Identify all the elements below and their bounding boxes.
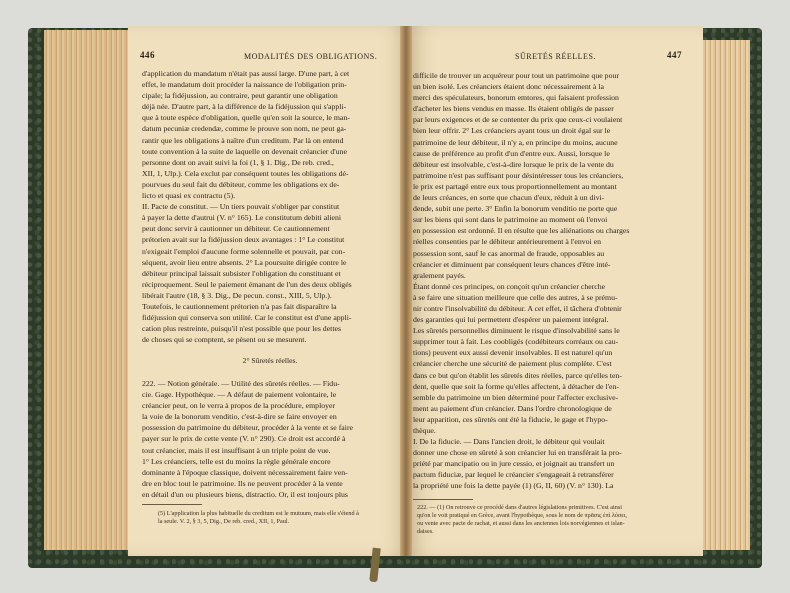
text-line: effet, le mandatum doit procéder la naissance de l'obligation prin- <box>142 80 347 90</box>
text-line: datum pecuniæ credendæ, comme le prouve son nom, ne peut ga- <box>142 124 347 134</box>
left-page <box>128 26 412 556</box>
text-line: daises. <box>417 528 434 535</box>
text-line: leur apparition, ces sûretés ont été la fiducie, le gage et l'hypo- <box>413 414 608 424</box>
right-body <box>413 70 695 492</box>
text-line: des garanties qui lui permettent d'espérer un paiement intégral. <box>413 315 609 325</box>
right-footnotes <box>417 504 697 536</box>
left-page-block <box>44 30 136 550</box>
text-line: peut donc servir à cautionner un débiteur. Ce cautionnement <box>142 224 330 234</box>
text-line: semble du patrimoine un bien déterminé pour l'affecter exclusive- <box>413 392 619 402</box>
footnote-rule <box>413 499 473 500</box>
text-line: payer sur le prix de cette vente (V. n° 290). Ce droit est accordé à <box>142 434 346 444</box>
text-line: possession du patrimoine du débiteur, procéder à la vente et se faire <box>142 423 353 433</box>
text-line: Étant donné ces principes, on conçoit qu'un créancier cherche <box>413 281 606 291</box>
text-line: dende, subit une perte. 3° Enfin la bonorum venditio ne porte que <box>413 204 618 214</box>
text-line: nir contre l'insolvabilité du débiteur. A cet effet, il tâchera d'obtenir <box>413 303 622 313</box>
text-line: rantir que les obligations à naître d'un creditum. Par là on entend <box>142 135 344 145</box>
text-line: dre en bloc tout le patrimoine. Ils ne peuvent procéder à la vente <box>142 478 343 488</box>
text-line: d'application du mandatum n'était pas aussi large. D'une part, à cet <box>142 69 350 78</box>
text-line: 222. — Notion générale. — Utilité des sûretés réelles. — Fidu- <box>142 379 340 388</box>
text-line: la voie de la bonorum venditio, c'est-à-dire se faire envoyer en <box>142 412 337 422</box>
text-line: (5) L'application la plus habituelle du creditum est le mutuum, mais elle s'étend à <box>158 510 359 517</box>
text-line: cipale; la fidéjussion, au contraire, peut garantir une obligation <box>142 91 338 101</box>
right-page-block <box>698 40 750 550</box>
text-line: réciproquement. Seul le paiement émanant de l'un des deux obligés <box>142 279 352 289</box>
left-body-bottom <box>142 378 412 500</box>
text-line: merci des spéculateurs, bonorum emtores, qui faisaient profession <box>413 93 619 103</box>
text-line: XII, 1, Ulp.). Cela exclut par conséquent toutes les obligations dé- <box>142 168 349 178</box>
text-line: qu'on le voit pratiqué en Grèce, avant l'hypothèque, sous le nom de πρᾶσις ἐπὶ λύσει, <box>417 512 628 519</box>
text-line: cie. Gage. Hypothèque. — A défaut de paiement volontaire, le <box>142 390 337 400</box>
text-line: I. De la fiducie. — Dans l'ancien droit, le débiteur qui voulait <box>413 437 605 447</box>
text-line: difficile de trouver un acquéreur pour tout un patrimoine que pour <box>413 71 619 80</box>
left-page-number: 446 <box>140 50 155 60</box>
text-line: cation plus restreinte, puisqu'il n'est possible que pour les dettes <box>142 324 341 334</box>
text-line: possession sont, sauf le cas anormal de fraude, opposables au <box>413 248 605 258</box>
text-line: toute convention à la suite de laquelle on devenait créancier d'une <box>142 146 347 156</box>
text-line: ment au paiement d'un créancier. Dans l'ordre chronologique de <box>413 403 612 413</box>
text-line: pourvues du seul fait du débiteur, comme les obligations ex de- <box>142 179 340 189</box>
text-line: n'exigeait l'emploi d'aucune forme solennelle et pouvait, par con- <box>142 246 346 256</box>
text-line: de choses qui se comptent, se pèsent ou se mesurent. <box>142 335 307 345</box>
section-title: 2° Sûretés réelles. <box>242 356 298 365</box>
text-line: gralement payés. <box>413 270 466 280</box>
text-line: bien leur offrir. 2° Les créanciers ayant tous un droit égal sur le <box>413 126 611 136</box>
right-page <box>405 26 703 556</box>
text-line: Les sûretés personnelles diminuent le risque d'insolvabilité sans le <box>413 326 620 336</box>
text-line: licto et quasi ex contractu (5). <box>142 191 236 201</box>
right-running-head: SÛRETÉS RÉELLES. <box>515 52 596 61</box>
text-line: réelles consenties par le débiteur antérieurement à l'envoi en <box>413 237 602 247</box>
text-line: prétorien avait sur la fidéjussion deux avantages : 1° Le constitut <box>142 235 345 245</box>
text-line: créancier cherche une sécurité de paiement plus complète. C'est <box>413 359 612 369</box>
text-line: tout créancier, mais il est insuffisant à un triple point de vue. <box>142 445 331 455</box>
text-line: 1° Les créanciers, telle est du moins la règle générale encore <box>142 456 331 466</box>
text-line: fidéjussion qui conserva son utilité. Car le constitut est d'une appli- <box>142 313 352 323</box>
text-line: débiteur principal laissait subsister l'obligation du constituant et <box>142 268 341 278</box>
text-line: pactum fiduciæ, par lequel le créancier s'engageait à retransférer <box>413 470 614 480</box>
text-line: le prix est partagé entre eux tous proportionnellement au montant <box>413 181 617 191</box>
text-line: patrimoine n'est pas suffisant pour désintéresser tous les créanciers, <box>413 170 624 180</box>
book-gutter <box>400 26 412 556</box>
text-line: cause de préférence au profit d'un d'entre eux. Aussi, lorsque le <box>413 148 610 158</box>
text-line: à payer la dette d'autrui (V. n° 165). Le constitutum debiti alieni <box>142 213 342 223</box>
text-line: la seule. V. 2, § 3, 5, Dig., De reb. cred., XII, 1, Paul. <box>158 518 290 525</box>
text-line: dans ce but qu'on établit les sûretés dites réelles, parce qu'elles ten- <box>413 370 622 380</box>
text-line: en détail d'un ou plusieurs biens, distractio. Or, il est toujours plus <box>142 489 348 499</box>
text-line: créancier et diminuent par conséquent leurs chances d'être inté- <box>413 259 611 269</box>
text-line: à se faire une situation meilleure que celle des autres, à se prému- <box>413 292 618 302</box>
text-line: séquent, avoir lieu entre absents. 2° La poursuite dirigée contre le <box>142 257 347 267</box>
text-line: débiteur est insolvable, c'est-à-dire lorsque le prix de la vente du <box>413 159 614 169</box>
text-line: libérait l'autre (18, § 3. Dig., De pecun. const., XIII, 5, Ulp.). <box>142 290 332 300</box>
text-line: créancier peut, on le verra à propos de la procédure, employer <box>142 401 336 411</box>
text-line: Toutefois, le cautionnement prétorien n'a pas fait disparaître la <box>142 301 337 311</box>
text-line: de leurs créances, en sorte que chacun d'eux, réduit à un divi- <box>413 193 605 203</box>
text-line: tions) peuvent eux aussi devenir insolvables. Il est naturel qu'un <box>413 348 613 358</box>
text-line: donner une chose en sûreté à son créancier lui en transférait la pro- <box>413 448 622 458</box>
text-line: en possession est ordonné. Il en résulte que les aliénations ou charges <box>413 226 630 236</box>
text-line: un bien isolé. Les créanciers étaient donc nécessairement à la <box>413 82 604 92</box>
text-line: personne dont on avait suivi la foi (1, § 1. Dig., De reb. cred., <box>142 157 334 167</box>
text-line: 222. — (1) On retrouve ce procédé dans d'autres législations primitives. C'est ainsi <box>417 504 622 511</box>
text-line: la propriété une fois la dette payée (1) (G, II, 60) (V. n° 130). La <box>413 481 614 491</box>
text-line: dent, quelle que soit la forme qu'elles affectent, à détacher de l'en- <box>413 381 619 391</box>
left-footnotes <box>158 510 408 526</box>
text-line: que à toute espèce d'obligation, quelle qu'en soit la source, le man- <box>142 113 350 123</box>
text-line: par leurs exigences et de se contenter du prix que ceux-ci voulaient <box>413 115 623 125</box>
right-page-number: 447 <box>667 50 682 60</box>
text-line: thèque. <box>413 426 436 435</box>
footnote-rule <box>142 504 202 505</box>
text-line: II. Pacte de constitut. — Un tiers pouvait s'obliger par constitut <box>142 202 340 212</box>
text-line: d'acheter les biens vendus en masse. Ils étaient obligés de passer <box>413 104 614 114</box>
text-line: dominante à l'époque classique, doivent nécessairement faire ven- <box>142 467 348 477</box>
text-line: priété par mancipatio ou in jure cessio, et joignait au transfert un <box>413 459 615 469</box>
left-body-top <box>142 68 412 345</box>
text-line: patrimoine de leur débiteur, il n'y a, en principe du moins, aucune <box>413 137 618 147</box>
left-running-head: MODALITÉS DES OBLIGATIONS. <box>244 52 378 61</box>
text-line: ou vente avec pacte de rachat, et aussi dans les anciennes lois norvégiennes et islan- <box>417 520 625 527</box>
text-line: supprimer tout à fait. Les coobligés (codébiteurs corréaux ou cau- <box>413 337 619 347</box>
text-line: sur les biens qui sont dans le patrimoine au moment où l'envoi <box>413 215 608 225</box>
text-line: déjà née. D'autre part, à la différence de la fidéjussion qui s'appli- <box>142 102 347 112</box>
